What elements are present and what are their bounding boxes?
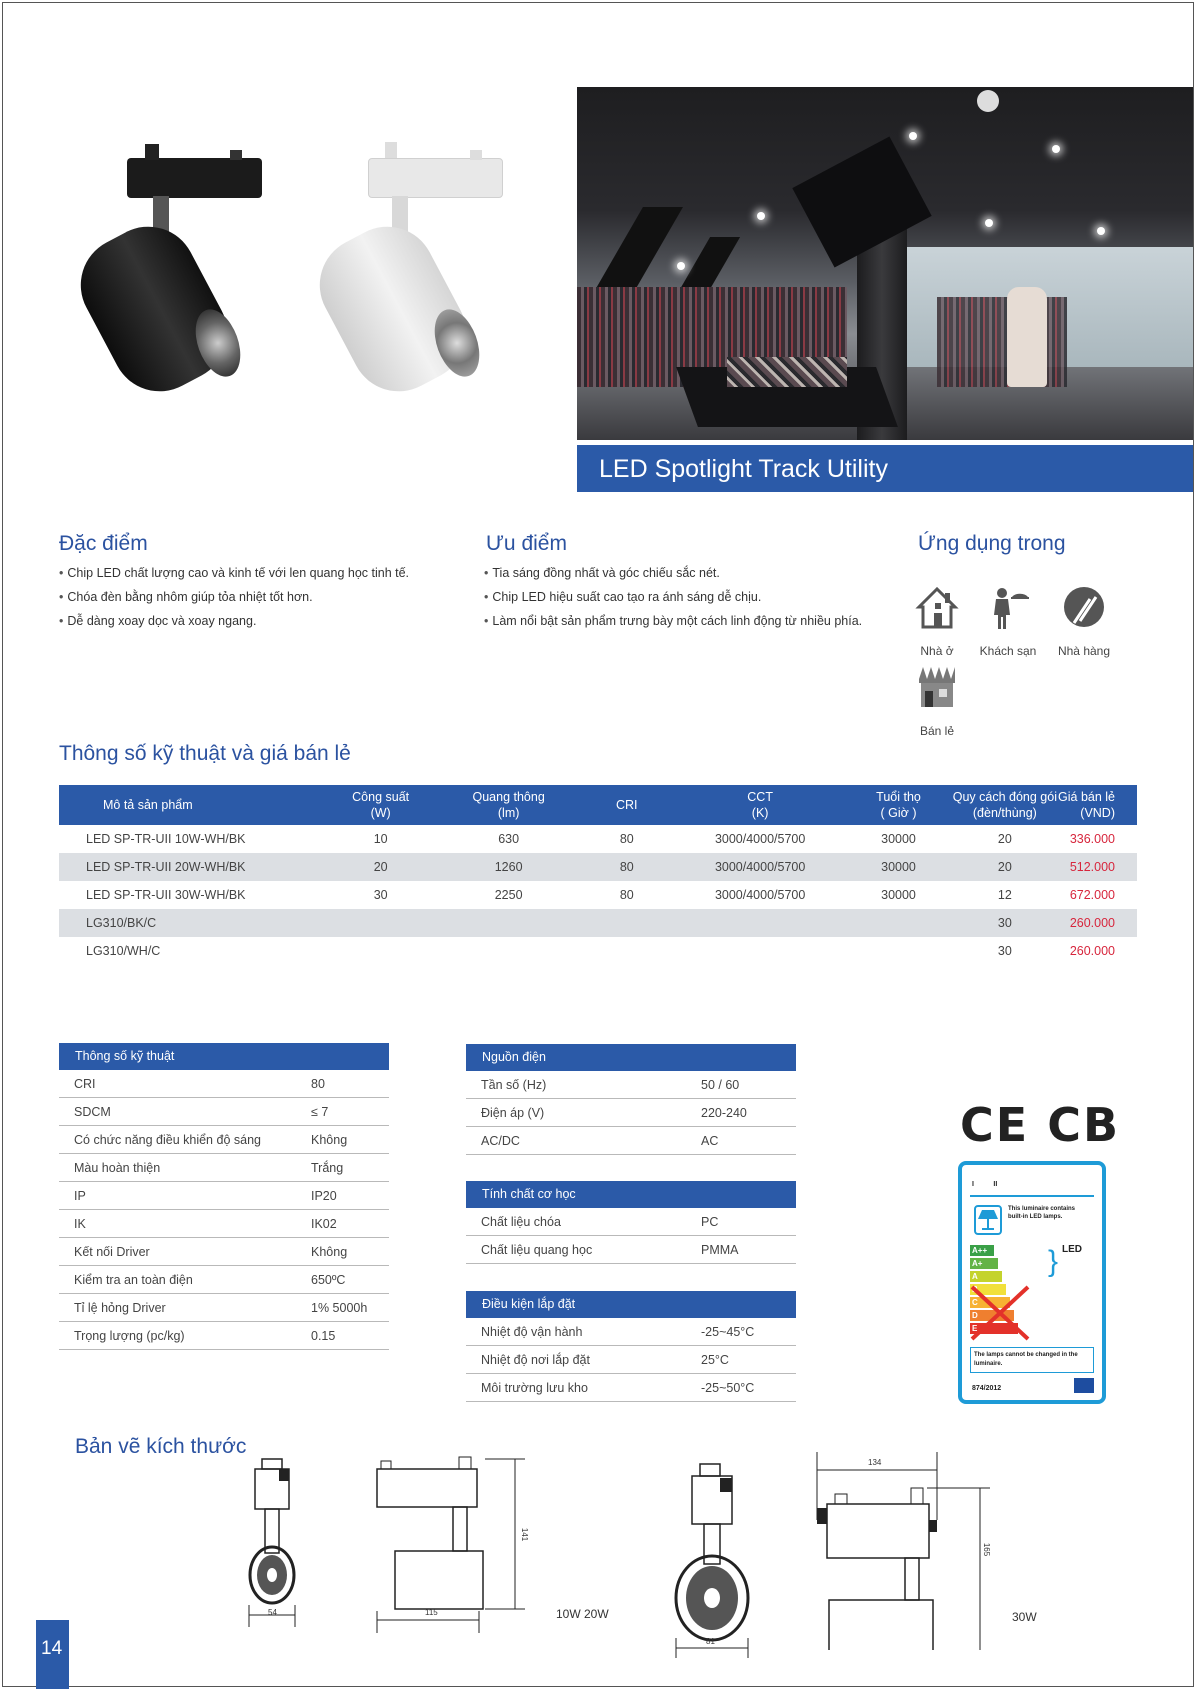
feature-item: • Chip LED chất lượng cao và kinh tế với len quang học tinh tế.	[59, 561, 409, 585]
ce-cb-marks: CE CB	[960, 1098, 1121, 1152]
spec-row: Trọng lượng (pc/kg) 0.15	[59, 1322, 389, 1350]
lamp-note: This luminaire contains built-in LED lamps.	[1008, 1206, 1076, 1220]
fork-knife-icon	[1062, 585, 1106, 631]
drawing-large-front	[670, 1460, 760, 1660]
page-number: 14	[36, 1620, 69, 1689]
spec-row: Điện áp (V) 220-240	[466, 1099, 796, 1127]
col-header: Giá bán lẻ (VND)	[1057, 785, 1137, 825]
col-header: CRI	[578, 785, 676, 825]
installation-header: Điều kiện lắp đặt	[466, 1291, 796, 1318]
col-header: Mô tả sản phẩm	[59, 785, 322, 825]
dim-width-small: 54	[268, 1608, 277, 1617]
dim-width-top: 134	[868, 1458, 882, 1467]
price-value: 336.000	[1069, 832, 1115, 846]
regulation-number: 874/2012	[972, 1385, 1002, 1392]
table-row: LED SP-TR-UII 10W-WH/BK 10 630 80 3000/4000/5700 30000 20 336.000	[59, 825, 1137, 853]
spec-row: Nhiệt độ nơi lắp đặt 25°C	[466, 1346, 796, 1374]
installation-table	[466, 1291, 796, 1402]
house-icon	[915, 585, 959, 631]
cross-mark-icon	[970, 1285, 1034, 1343]
feature-item: • Chóa đèn bằng nhôm giúp tỏa nhiệt tốt hơn.	[59, 585, 409, 609]
mechanical-table	[466, 1181, 796, 1264]
advantage-item: • Tia sáng đồng nhất và góc chiếu sắc nét.	[484, 561, 862, 585]
spec-row: Có chức năng điều khiển độ sáng Không	[59, 1126, 389, 1154]
retail-store-photo	[577, 87, 1193, 440]
application-label: Khách sạn	[979, 644, 1037, 658]
led-text: LED	[1062, 1244, 1082, 1255]
spec-row: Kết nối Driver Không	[59, 1238, 389, 1266]
spec-row: SDCM ≤ 7	[59, 1098, 389, 1126]
spec-row: IP IP20	[59, 1182, 389, 1210]
brace-icon: }	[1048, 1245, 1059, 1278]
col-header: CCT (K)	[676, 785, 844, 825]
price-value: 672.000	[1069, 888, 1115, 902]
eu-flag-icon	[1074, 1378, 1094, 1393]
col-header: Quang thông (lm)	[440, 785, 578, 825]
spec-row: Màu hoàn thiện Trắng	[59, 1154, 389, 1182]
spec-row: Chất liệu chóa PC	[466, 1208, 796, 1236]
spec-row: AC/DC AC	[466, 1127, 796, 1155]
dim-height-large: 165	[982, 1542, 992, 1557]
price-value: 260.000	[1057, 909, 1137, 937]
application-restaurant	[1044, 585, 1124, 658]
col-header: Quy cách đóng gói (đèn/thùng)	[953, 785, 1057, 825]
drawing-label-large: 30W	[1012, 1610, 1037, 1624]
energy-classes: I II	[972, 1181, 998, 1188]
energy-bar: D	[970, 1310, 1014, 1321]
spec-row: Môi trường lưu kho -25~50°C	[466, 1374, 796, 1402]
storefront-icon	[915, 665, 959, 711]
price-table-title: Thông số kỹ thuật và giá bán lẻ	[59, 742, 351, 765]
white-track-spotlight-image	[320, 130, 500, 400]
features-title: Đặc điểm	[59, 532, 148, 555]
dim-width-side: 115	[425, 1608, 438, 1617]
features-list	[59, 561, 409, 633]
table-header-row	[59, 785, 1137, 825]
drawings-title: Bản vẽ kích thước	[75, 1435, 247, 1458]
table-row: LED SP-TR-UII 20W-WH/BK 20 1260 80 3000/4000/5700 30000 20 512.000	[59, 853, 1137, 881]
advantage-item: • Chip LED hiệu suất cao tạo ra ánh sáng dễ chịu.	[484, 585, 862, 609]
drawing-label-small: 10W 20W	[556, 1607, 609, 1621]
price-value: 512.000	[1057, 853, 1137, 881]
energy-bar: A+	[970, 1258, 998, 1269]
dim-height-small: 141	[520, 1527, 530, 1542]
energy-bar: E	[970, 1323, 1018, 1334]
advantage-item: • Làm nổi bật sản phẩm trưng bày một cách linh động từ nhiều phía.	[484, 609, 862, 633]
spec-row: Kiểm tra an toàn điện 650ºC	[59, 1266, 389, 1294]
col-header: Công suất (W)	[322, 785, 440, 825]
application-hotel	[968, 585, 1048, 658]
spec-row: Tỉ lệ hỏng Driver 1% 5000h	[59, 1294, 389, 1322]
application-retail	[897, 665, 977, 738]
applications-title: Ứng dụng trong	[918, 532, 1066, 555]
table-lamp-icon	[974, 1205, 1002, 1235]
tech-specs-header: Thông số kỹ thuật	[59, 1043, 389, 1070]
price-table	[59, 785, 1137, 965]
tech-specs-table	[59, 1043, 389, 1350]
waiter-icon	[986, 585, 1030, 631]
table-row: LG310/BK/C 30 260.000	[59, 909, 1137, 937]
application-label: Nhà hàng	[1057, 644, 1111, 658]
power-source-table	[466, 1044, 796, 1155]
col-header: Tuổi thọ ( Giờ )	[844, 785, 952, 825]
application-house	[897, 585, 977, 658]
energy-bar: C	[970, 1297, 1010, 1308]
spec-row: Nhiệt độ vận hành -25~45°C	[466, 1318, 796, 1346]
energy-bar: A++	[970, 1245, 994, 1256]
drawing-large-side	[815, 1450, 995, 1650]
product-title-banner	[577, 445, 1193, 492]
advantages-list	[484, 561, 862, 633]
application-label: Bán lẻ	[919, 724, 955, 738]
table-row: LED SP-TR-UII 30W-WH/BK 30 2250 80 3000/4000/5700 30000 12 672.000	[59, 881, 1137, 909]
black-track-spotlight-image	[85, 130, 265, 400]
price-value: 260.000	[1069, 944, 1115, 958]
mechanical-header: Tính chất cơ học	[466, 1181, 796, 1208]
energy-bar: A	[970, 1271, 1002, 1282]
advantages-title: Ưu điểm	[486, 532, 567, 555]
lamp-change-note: The lamps cannot be changed in the luminaire.	[970, 1347, 1094, 1373]
spec-row: Tần số (Hz) 50 / 60	[466, 1071, 796, 1099]
spec-row: IK IK02	[59, 1210, 389, 1238]
spec-row: CRI 80	[59, 1070, 389, 1098]
energy-label	[958, 1161, 1106, 1404]
product-title: LED Spotlight Track Utility	[599, 455, 888, 483]
application-label: Nhà ở	[920, 644, 954, 658]
table-row: LG310/WH/C 30 260.000	[59, 937, 1137, 965]
power-source-header: Nguồn điện	[466, 1044, 796, 1071]
feature-item: • Dễ dàng xoay dọc và xoay ngang.	[59, 609, 409, 633]
dim-width-large: 81	[706, 1637, 715, 1646]
drawing-small-side	[375, 1455, 535, 1635]
spec-row: Chất liệu quang học PMMA	[466, 1236, 796, 1264]
